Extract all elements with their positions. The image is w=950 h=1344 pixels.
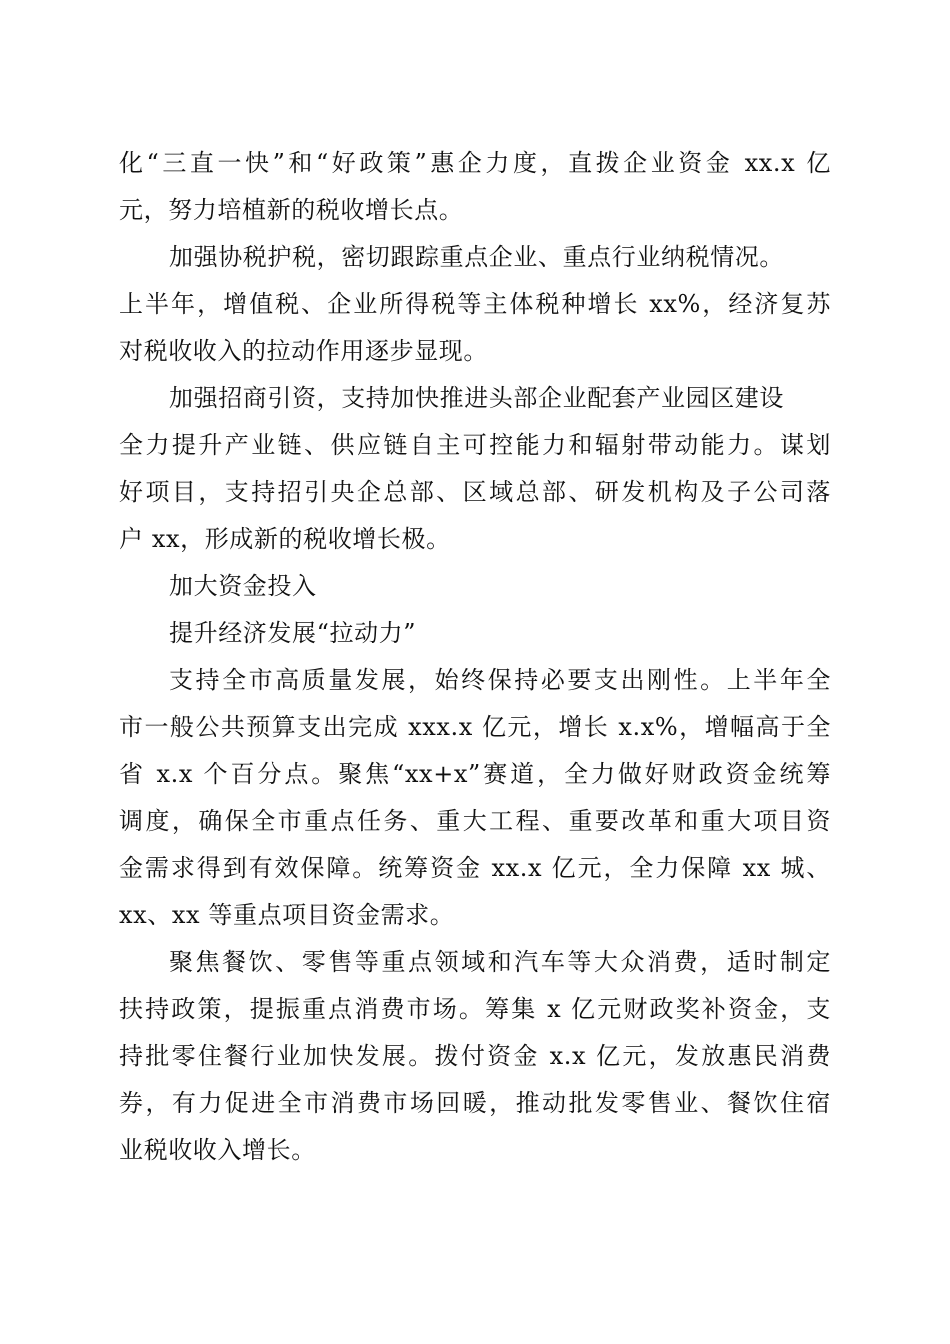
- text-line: 省 x.x 个百分点。聚焦“xx+x”赛道，全力做好财政资金统筹: [119, 760, 831, 788]
- text-line: 市一般公共预算支出完成 xxx.x 亿元，增长 x.x%，增幅高于全: [119, 713, 831, 741]
- text-line: 加大资金投入: [169, 572, 317, 600]
- text-line: 户 xx，形成新的税收增长极。: [119, 525, 451, 553]
- text-line: 提升经济发展“拉动力”: [169, 619, 417, 647]
- document-body: [119, 140, 831, 1174]
- text-line: 调度，确保全市重点任务、重大工程、重要改革和重大项目资: [119, 807, 831, 835]
- text-line: 上半年，增值税、企业所得税等主体税种增长 xx%，经济复苏: [119, 290, 831, 318]
- text-line: 券，有力促进全市消费市场回暖，推动批发零售业、餐饮住宿: [119, 1089, 831, 1117]
- text-line: 加强招商引资，支持加快推进头部企业配套产业园区建设: [169, 384, 784, 412]
- text-line: 聚焦餐饮、零售等重点领域和汽车等大众消费，适时制定: [169, 948, 831, 976]
- text-line: 全力提升产业链、供应链自主可控能力和辐射带动能力。谋划: [119, 431, 831, 459]
- text-line: 支持全市高质量发展，始终保持必要支出刚性。上半年全: [169, 666, 831, 694]
- text-line: 元，努力培植新的税收增长点。: [119, 196, 464, 224]
- text-line: 持批零住餐行业加快发展。拨付资金 x.x 亿元，发放惠民消费: [119, 1042, 831, 1070]
- text-line: 化“三直一快”和“好政策”惠企力度，直拨企业资金 xx.x 亿: [119, 149, 831, 177]
- text-line: 金需求得到有效保障。统筹资金 xx.x 亿元，全力保障 xx 城、: [119, 854, 831, 882]
- text-line: 业税收收入增长。: [119, 1136, 316, 1164]
- text-line: 加强协税护税，密切跟踪重点企业、重点行业纳税情况。: [169, 243, 784, 271]
- text-line: xx、xx 等重点项目资金需求。: [119, 901, 455, 929]
- text-line: 扶持政策，提振重点消费市场。筹集 x 亿元财政奖补资金，支: [119, 995, 831, 1023]
- text-line: 好项目，支持招引央企总部、区域总部、研发机构及子公司落: [119, 478, 831, 506]
- text-line: 对税收收入的拉动作用逐步显现。: [119, 337, 488, 365]
